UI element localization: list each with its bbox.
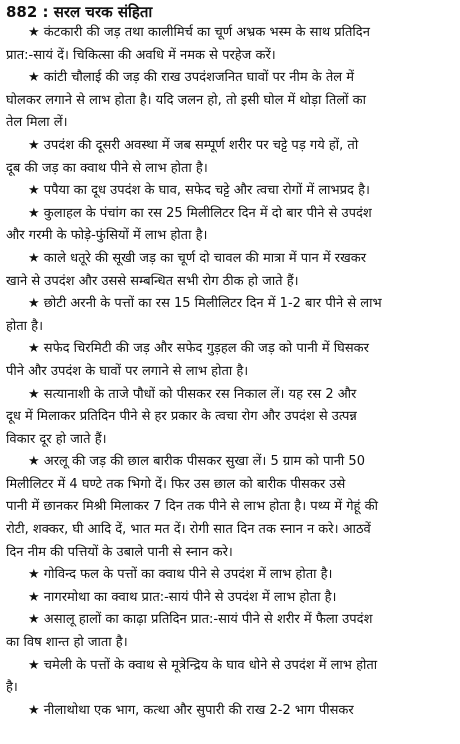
text-line: ★ कंटकारी की जड़ तथा कालीमिर्च का चूर्ण अभ्रक भस्म के साथ प्रतिदिन [28, 25, 370, 40]
text-line: है। [6, 680, 18, 696]
text-line: घोलकर लगाने से लाभ होता है। यदि जलन हो, तो इसी घोल में थोड़ा तिलों का [6, 92, 366, 108]
text-line: ★ असालू हालों का काढ़ा प्रतिदिन प्रात:-सायं पीने से शरीर में फैला उपदंश [28, 612, 373, 628]
paragraph [6, 564, 458, 587]
paragraph [6, 587, 458, 610]
text-line: ★ कुलाहल के पंचांग का रस 25 मिलीलिटर दिन में दो बार पीने से उपदंश [28, 205, 372, 221]
paragraph [6, 22, 458, 67]
text-line: का विष शान्त हो जाता है। [6, 635, 128, 651]
paragraph [6, 135, 458, 180]
text-line: होता है। [6, 318, 44, 334]
text-line: ★ चमेली के पत्तों के क्वाथ से मूत्रेन्द्रिय के घाव धोने से उपदंश में लाभ होता [28, 657, 378, 673]
text-line: रोटी, शक्कर, घी आदि दें, भात मत दें। रोगी सात दिन तक स्नान न करे। आठवें [6, 522, 371, 538]
text-line: दूध में मिलाकर प्रतिदिन पीने से हर प्रकार के त्वचा रोग और उपदंश से उत्पन्न [6, 409, 357, 425]
paragraph [6, 67, 458, 135]
page-header: 882 : सरल चरक संहिता [6, 3, 153, 21]
paragraph [6, 609, 458, 654]
paragraph [6, 655, 458, 700]
text-line: ★ कांटी चौलाई की जड़ की राख उपदंशजनित घावों पर नीम के तेल में [28, 70, 355, 86]
paragraph [6, 384, 458, 452]
text-line: तेल मिला लें। [6, 115, 68, 131]
text-line: विकार दूर हो जाते हैं। [6, 431, 107, 447]
text-line: ★ उपदंश की दूसरी अवस्था में जब सम्पूर्ण शरीर पर चट्टे पड़ गये हों, तो [28, 137, 359, 153]
text-line: दूब की जड़ का क्वाथ पीने से लाभ होता है। [6, 160, 208, 176]
text-line: पीने और उपदंश के घावों पर लगाने से लाभ होता है। [6, 363, 249, 379]
text-line: पानी में छानकर मिश्री मिलाकर 7 दिन तक पीने से लाभ होता है। पथ्य में गेहूं की [6, 499, 378, 515]
text-line: ★ सफेद चिरमिटी की जड़ और सफेद गुड़हल की जड़ को पानी में घिसकर [28, 341, 369, 357]
text-line: और गरमी के फोड़े-फुंसियों में लाभ होता है। [6, 228, 208, 244]
text-line: खाने से उपदंश और उससे सम्बन्धित सभी रोग ठीक हो जाते हैं। [6, 273, 299, 289]
paragraph [6, 203, 458, 248]
text-line: ★ सत्यानाशी के ताजे पौधों को पीसकर रस निकाल लें। यह रस 2 और [28, 386, 357, 402]
paragraph [6, 451, 458, 564]
paragraph [6, 700, 458, 723]
paragraph [6, 248, 458, 293]
text-line: ★ पपैया का दूध उपदंश के घाव, सफेद चट्टे और त्वचा रोगों में लाभप्रद है। [28, 183, 370, 199]
text-line: ★ अरलू की जड़ की छाल बारीक पीसकर सुखा लें। 5 ग्राम को पानी 50 [28, 454, 365, 470]
paragraph [6, 180, 458, 203]
page-body [6, 22, 458, 722]
document-page [6, 2, 458, 742]
text-line: दिन नीम की पत्तियों के उबाले पानी से स्नान करे। [6, 544, 233, 560]
text-line: ★ काले धतूरे की सूखी जड़ का चूर्ण दो चावल की मात्रा में पान में रखकर [28, 250, 367, 266]
text-line: ★ नीलाथोथा एक भाग, कत्था और सुपारी की राख 2-2 भाग पीसकर [28, 702, 354, 718]
text-line: मिलीलिटर में 4 घण्टे तक भिगो दें। फिर उस छाल को बारीक पीसकर उसे [6, 476, 346, 492]
text-line: ★ गोविन्द फल के पत्तों का क्वाथ पीने से उपदंश में लाभ होता है। [28, 567, 333, 583]
paragraph [6, 293, 458, 338]
text-line: प्रात:-सायं दें। चिकित्सा की अवधि में नमक से परहेज करें। [6, 47, 276, 63]
text-line: ★ नागरमोथा का क्वाथ प्रात:-सायं पीने से उपदंश में लाभ होता है। [28, 589, 337, 605]
text-line: ★ छोटी अरनी के पत्तों का रस 15 मिलीलिटर दिन में 1-2 बार पीने से लाभ [28, 296, 382, 312]
paragraph [6, 338, 458, 383]
